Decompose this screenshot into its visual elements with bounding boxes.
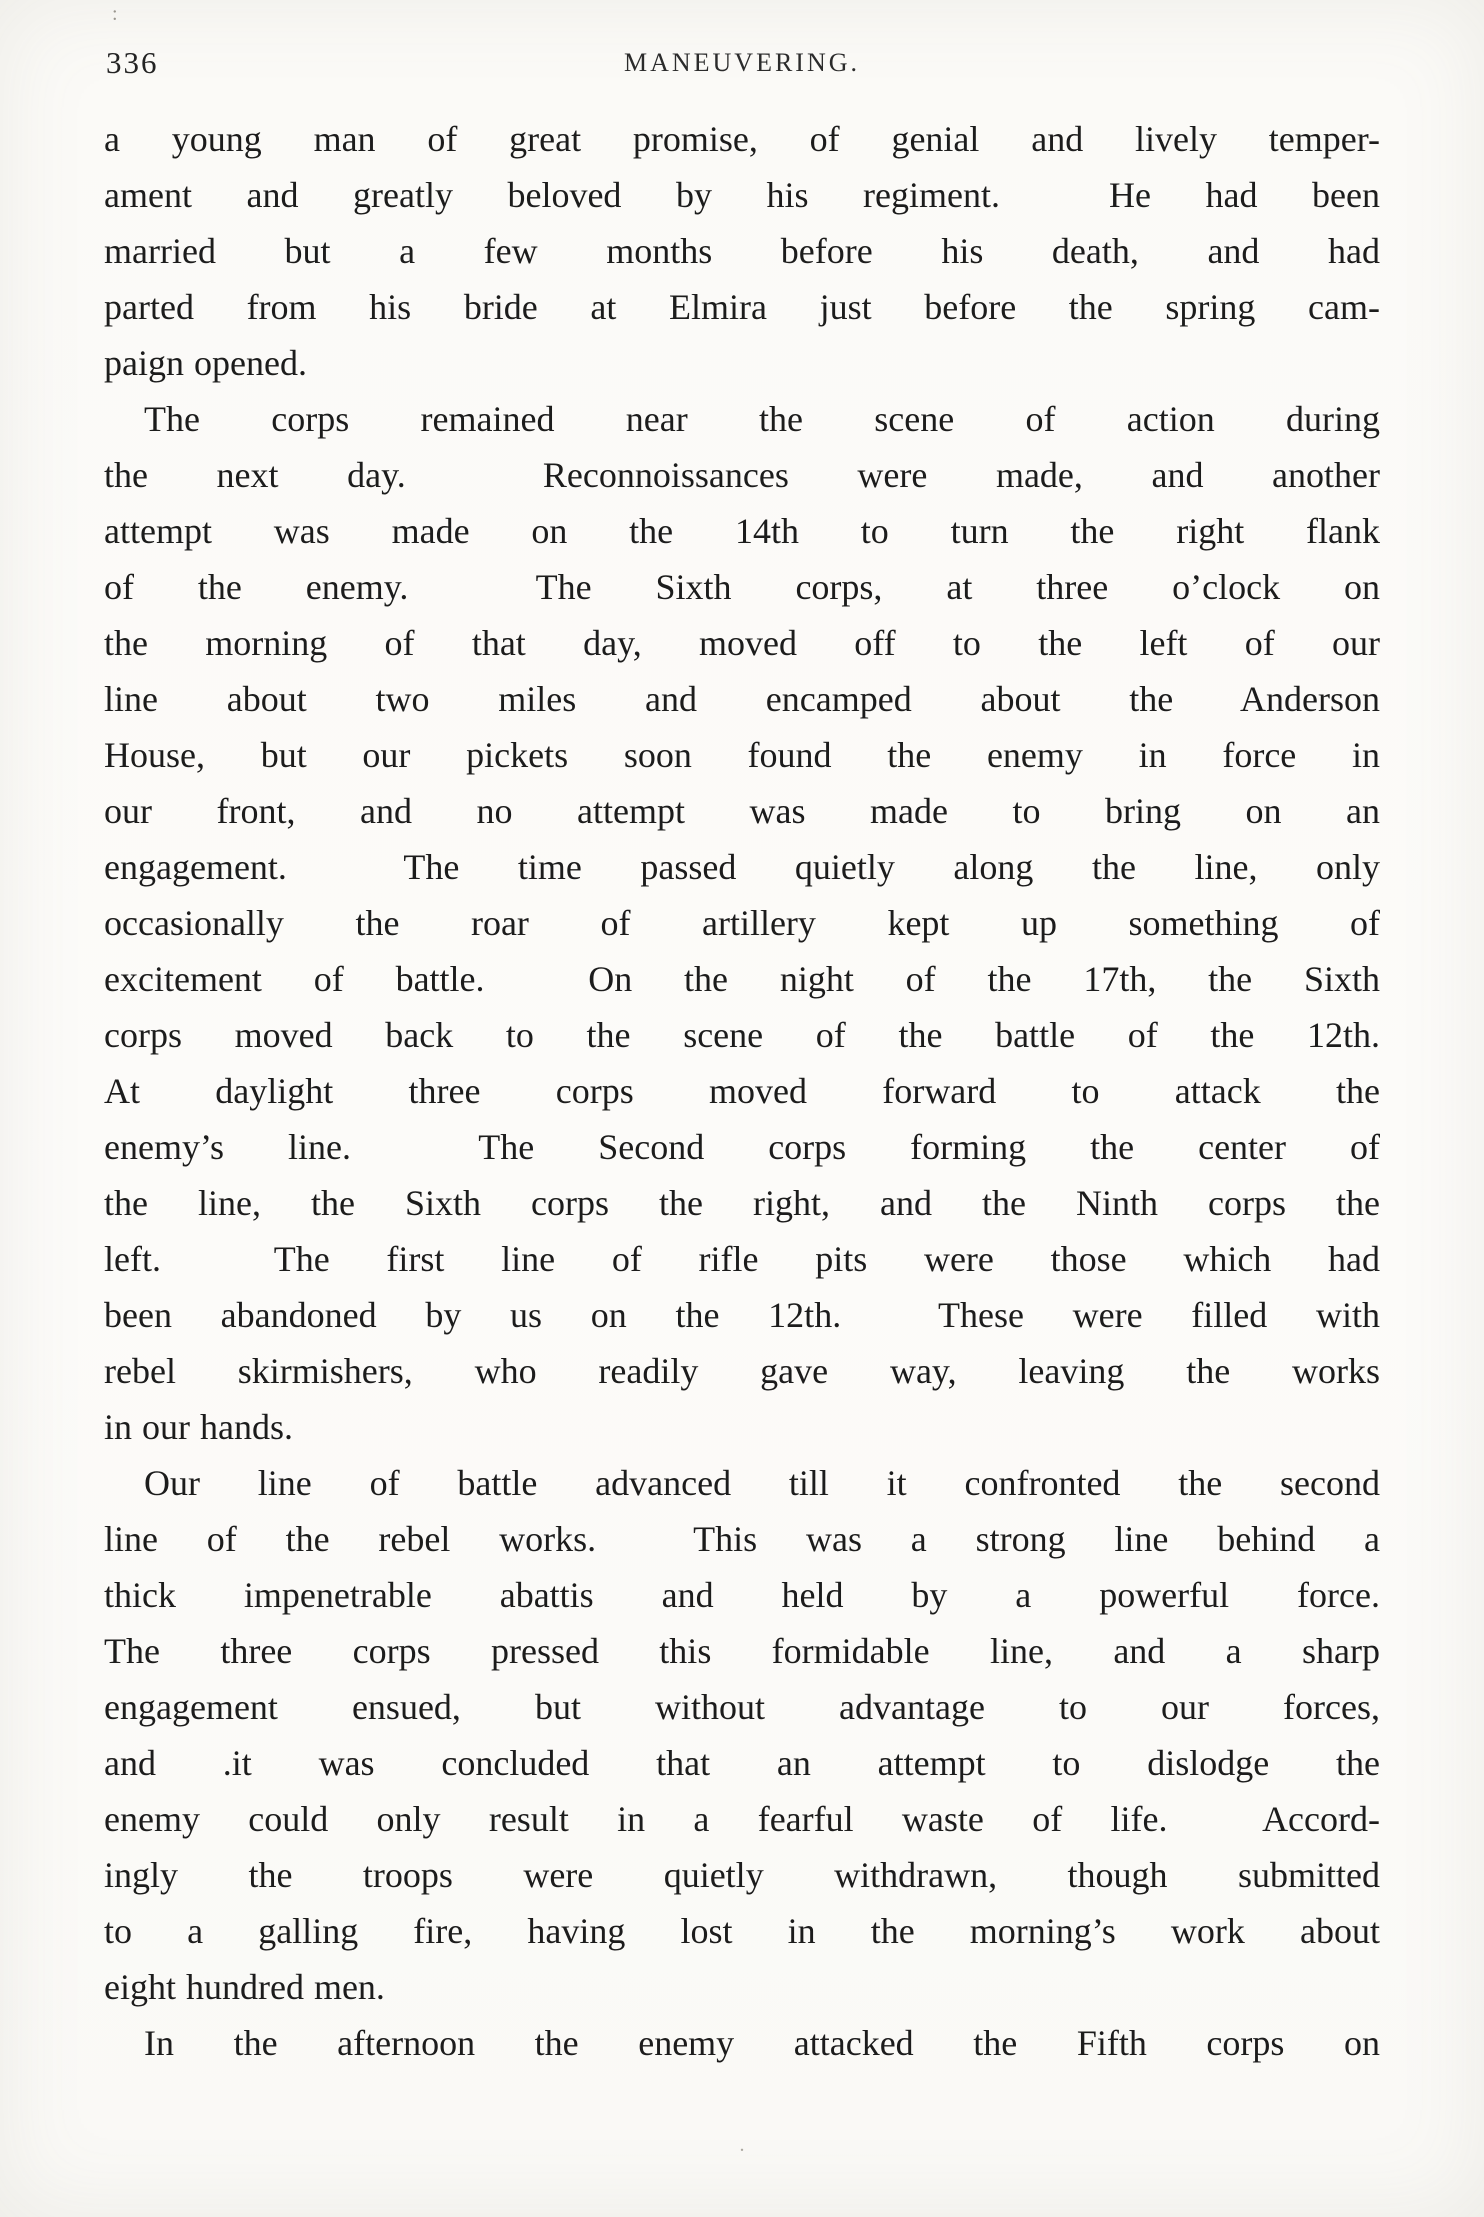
page-body — [104, 111, 1380, 2071]
text-line: line about two miles and encamped about the Anderson — [104, 679, 1380, 719]
text-line: The three corps pressed this formidable line, and a sharp — [104, 1631, 1380, 1671]
text-line: The corps remained near the scene of action during — [144, 399, 1380, 439]
text-line: ament and greatly beloved by his regiment. He had been — [104, 175, 1380, 215]
text-line: rebel skirmishers, who readily gave way, leaving the works — [104, 1351, 1380, 1391]
text-line: attempt was made on the 14th to turn the right flank — [104, 511, 1380, 551]
page-header — [104, 45, 1380, 85]
scan-artifact-top: : — [112, 3, 118, 25]
text-line: married but a few months before his death, and had — [104, 231, 1380, 271]
text-line: engagement ensued, but without advantage to our forces, — [104, 1687, 1380, 1727]
text-line: enemy could only result in a fearful waste of life. Accord- — [104, 1799, 1380, 1839]
text-line: eight hundred men. — [104, 1967, 385, 2007]
text-line: paign opened. — [104, 343, 307, 383]
text-line: a young man of great promise, of genial and lively temper- — [104, 119, 1380, 159]
scan-artifact-bottom: . — [739, 2134, 745, 2156]
text-line: House, but our pickets soon found the enemy in force in — [104, 735, 1380, 775]
text-line: and .it was concluded that an attempt to dislodge the — [104, 1743, 1380, 1783]
text-line: the line, the Sixth corps the right, and the Ninth corps the — [104, 1183, 1380, 1223]
text-line: been abandoned by us on the 12th. These were filled with — [104, 1295, 1380, 1335]
text-line: excitement of battle. On the night of the 17th, the Sixth — [104, 959, 1380, 999]
text-line: engagement. The time passed quietly along the line, only — [104, 847, 1380, 887]
paragraph — [104, 1455, 1380, 2015]
text-line: At daylight three corps moved forward to attack the — [104, 1071, 1380, 1111]
text-line: thick impenetrable abattis and held by a powerful force. — [104, 1575, 1380, 1615]
text-line: corps moved back to the scene of the battle of the 12th. — [104, 1015, 1380, 1055]
running-header: MANEUVERING. — [623, 48, 861, 77]
text-line: line of the rebel works. This was a strong line behind a — [104, 1519, 1380, 1559]
text-line: in our hands. — [104, 1407, 293, 1447]
paragraph — [104, 391, 1380, 1455]
text-line: to a galling fire, having lost in the morning’s work about — [104, 1911, 1380, 1951]
text-line: the next day. Reconnoissances were made, and another — [104, 455, 1380, 495]
text-line: parted from his bride at Elmira just before the spring cam- — [104, 287, 1380, 327]
text-line: our front, and no attempt was made to bring on an — [104, 791, 1380, 831]
text-line: ingly the troops were quietly withdrawn, though submitted — [104, 1855, 1380, 1895]
text-line: the morning of that day, moved off to the left of our — [104, 623, 1380, 663]
paragraph — [104, 2015, 1380, 2071]
text-line: left. The first line of rifle pits were those which had — [104, 1239, 1380, 1279]
text-line: enemy’s line. The Second corps forming the center of — [104, 1127, 1380, 1167]
text-line: occasionally the roar of artillery kept up something of — [104, 903, 1380, 943]
page-number: 336 — [106, 45, 159, 80]
paragraph — [104, 111, 1380, 391]
text-line: In the afternoon the enemy attacked the Fifth corps on — [144, 2023, 1380, 2063]
text-line: Our line of battle advanced till it confronted the second — [144, 1463, 1380, 1503]
text-line: of the enemy. The Sixth corps, at three o’clock on — [104, 567, 1380, 607]
